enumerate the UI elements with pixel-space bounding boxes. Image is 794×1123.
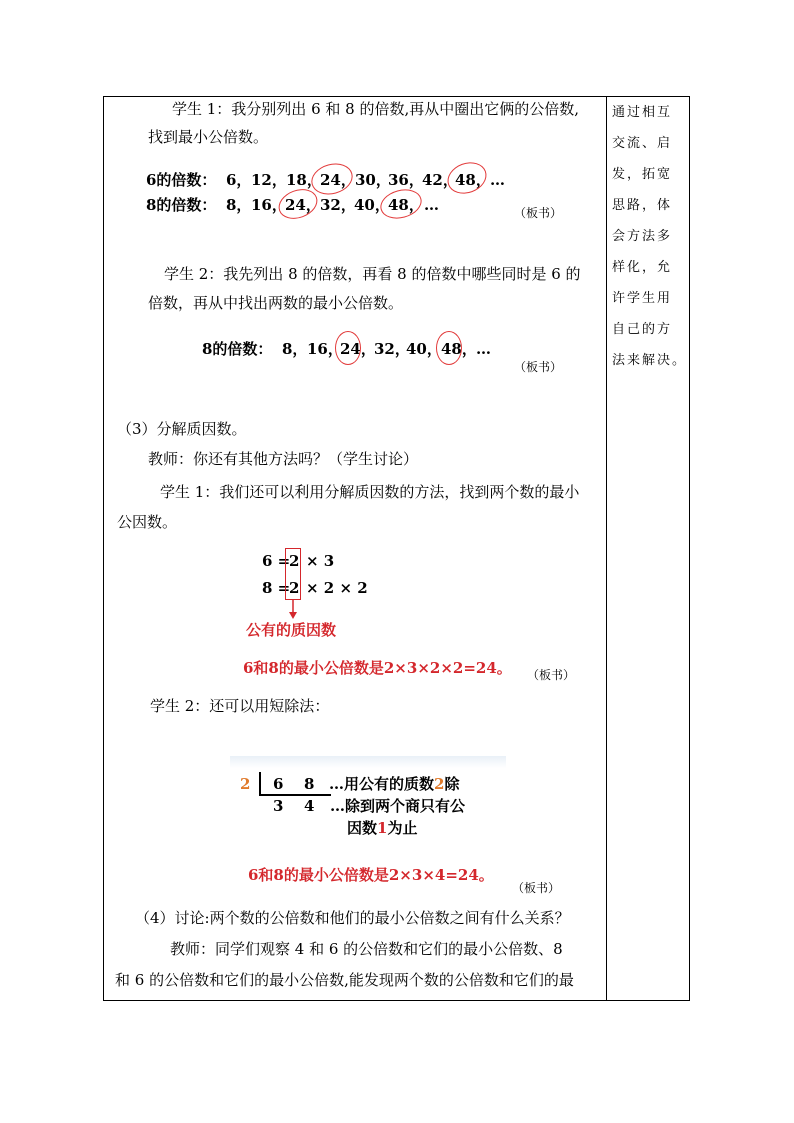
- multiples-8b-v2: 24，: [340, 340, 376, 358]
- sidebar-line: 许学生用: [612, 291, 673, 306]
- short-div-note3: 因数1为止: [347, 819, 418, 837]
- multiples-8-label: 8的倍数：: [146, 196, 217, 214]
- sidebar-line: 自己的方: [612, 322, 673, 337]
- sidebar-line: 法来解决。: [612, 353, 688, 368]
- sidebar-line: 会方法多: [612, 229, 673, 244]
- section3-heading: （3）分解质因数。: [117, 420, 247, 438]
- lcm-result-factor: 6和8的最小公倍数是2×3×2×2=24。: [243, 659, 512, 677]
- multiples-6-label: 6的倍数：: [146, 171, 217, 189]
- sidebar-line: 发，拓宽: [612, 167, 673, 182]
- lcm-result-short-division: 6和8的最小公倍数是2×3×4=24。: [248, 866, 494, 884]
- multiples-8-v0: 8，: [226, 196, 252, 214]
- sidebar-line: 交流、启: [612, 136, 673, 151]
- teacher-observe-line1: 教师：同学们观察 4 和 6 的公倍数和它们的最小公倍数、8: [170, 940, 563, 958]
- sidebar-line: 样化，允: [612, 260, 673, 275]
- short-div-quotient-b: 4: [304, 797, 315, 815]
- multiples-6-v0: 6，: [226, 171, 252, 189]
- equation6-left: 6 =: [262, 552, 291, 570]
- board-note-1: （板书）: [514, 206, 563, 220]
- equation8-left: 8 =: [262, 579, 291, 597]
- multiples-8b-v4: 40，: [406, 340, 442, 358]
- student1-text-line1: 学生 1：我分别列出 6 和 8 的倍数,再从中圈出它俩的公倍数,: [172, 100, 580, 118]
- student2-text-line1: 学生 2：我先列出 8 的倍数，再看 8 的倍数中哪些同时是 6 的: [164, 265, 581, 283]
- multiples-6-v8: …: [490, 171, 505, 189]
- board-note-4: （板书）: [512, 881, 561, 895]
- student2-text-line2: 倍数，再从中找出两数的最小公倍数。: [148, 294, 404, 312]
- section4-heading: （4）讨论:两个数的公倍数和他们的最小公倍数之间有什么关系？: [135, 909, 570, 927]
- multiples-6-v7: 48，: [455, 171, 491, 189]
- board-note-2: （板书）: [514, 360, 563, 374]
- multiples-8b-v5: 48，: [441, 340, 477, 358]
- multiples-8-v2: 24，: [285, 196, 321, 214]
- equation8-factor: 2: [289, 579, 300, 597]
- short-div-divisor: 2: [240, 775, 251, 793]
- student1-text-line2: 找到最小公倍数。: [148, 128, 269, 146]
- teacher-question: 教师：你还有其他方法吗？（学生讨论）: [148, 450, 419, 468]
- multiples-6-v4: 30，: [355, 171, 391, 189]
- common-factor-label: 公有的质因数: [246, 621, 337, 639]
- multiples-8b-v6: …: [476, 340, 491, 358]
- multiples-8-v3: 32，: [320, 196, 356, 214]
- student1-factor-line2: 公因数。: [117, 513, 178, 531]
- multiples-8-v4: 40，: [354, 196, 390, 214]
- multiples-8b-v3: 32，: [374, 340, 410, 358]
- common-factor-box: [285, 548, 301, 600]
- equation6-factor: 2: [289, 552, 300, 570]
- short-div-dividend-a: 6: [273, 775, 284, 793]
- down-arrow-icon: [287, 600, 299, 620]
- student1-factor-line1: 学生 1：我们还可以利用分解质因数的方法，找到两个数的最小: [160, 483, 580, 501]
- circle-24-second: [335, 331, 361, 365]
- short-div-quotient-a: 3: [273, 797, 284, 815]
- sidebar-line: 通过相互: [612, 105, 673, 120]
- multiples-6-v5: 36，: [388, 171, 424, 189]
- short-div-note1: …用公有的质数2除: [329, 775, 460, 793]
- multiples-8-v5: 48，: [388, 196, 424, 214]
- sidebar-line: 思路，体: [612, 198, 673, 213]
- multiples-6-v1: 12，: [251, 171, 287, 189]
- multiples-8-label-2: 8的倍数：: [202, 340, 273, 358]
- short-div-horizontal-line: [259, 794, 331, 796]
- column-divider: [606, 96, 607, 1001]
- circle-48-second: [436, 331, 462, 365]
- equation6-right: × 3: [306, 552, 335, 570]
- short-div-note2: …除到两个商只有公: [330, 797, 466, 815]
- multiples-6-v6: 42，: [422, 171, 458, 189]
- multiples-8b-v1: 16，: [307, 340, 343, 358]
- equation8-right: × 2 × 2: [306, 579, 368, 597]
- student2-short-division: 学生 2：还可以用短除法：: [150, 697, 330, 715]
- multiples-8b-v0: 8，: [282, 340, 308, 358]
- multiples-8-v1: 16，: [251, 196, 287, 214]
- multiples-6-v2: 18，: [286, 171, 322, 189]
- board-note-3: （板书）: [527, 668, 576, 682]
- short-div-dividend-b: 8: [304, 775, 315, 793]
- image-top-band: [230, 756, 506, 768]
- multiples-6-v3: 24，: [320, 171, 356, 189]
- teacher-observe-line2: 和 6 的公倍数和它们的最小公倍数,能发现两个数的公倍数和它们的最: [115, 971, 574, 989]
- short-div-vertical-line: [259, 772, 261, 794]
- multiples-8-v6: …: [424, 196, 439, 214]
